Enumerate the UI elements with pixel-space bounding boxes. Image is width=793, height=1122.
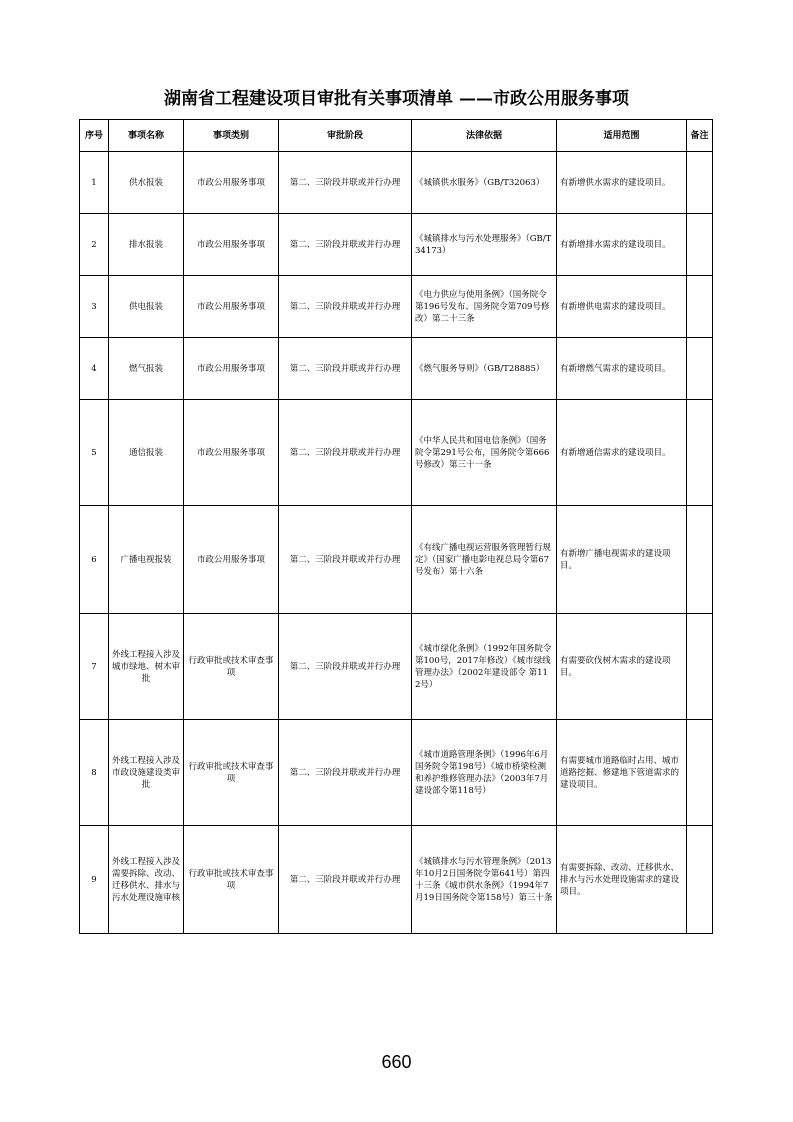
row-note	[687, 720, 713, 826]
header-scope: 适用范围	[557, 120, 687, 152]
table-row	[80, 152, 713, 214]
row-no: 2	[80, 214, 109, 276]
items-table	[79, 119, 713, 934]
row-stage: 第二、三阶段并联或并行办理	[279, 276, 412, 338]
row-scope: 有需要拆除、改动、迁移供水、排水与污水处理设施需求的建设项目。	[557, 826, 687, 934]
row-no: 4	[80, 338, 109, 400]
row-basis: 《城市道路管理条例》（1996年6月国务院令第198号）《城市桥梁检测和养护维修管理办法》（2003年7月建设部令第118号）	[412, 720, 557, 826]
row-basis: 《中华人民共和国电信条例》（国务院令第291号公布，国务院令第666号修改）第三十一条	[412, 400, 557, 506]
row-name: 外线工程接入涉及市政设施建设类审批	[109, 720, 184, 826]
row-category: 市政公用服务事项	[184, 214, 279, 276]
row-name: 供电报装	[109, 276, 184, 338]
row-stage: 第二、三阶段并联或并行办理	[279, 614, 412, 720]
row-scope: 有需要城市道路临时占用、城市道路挖掘、修建地下管道需求的建设项目。	[557, 720, 687, 826]
row-stage: 第二、三阶段并联或并行办理	[279, 338, 412, 400]
row-scope: 有新增燃气需求的建设项目。	[557, 338, 687, 400]
table-row	[80, 506, 713, 614]
table-row	[80, 400, 713, 506]
row-note	[687, 400, 713, 506]
row-name: 外线工程接入涉及城市绿地、树木审批	[109, 614, 184, 720]
row-note	[687, 506, 713, 614]
row-no: 8	[80, 720, 109, 826]
row-note	[687, 338, 713, 400]
row-no: 6	[80, 506, 109, 614]
row-basis: 《电力供应与使用条例》（国务院令第196号发布、国务院令第709号修改）第二十三条	[412, 276, 557, 338]
row-name: 供水报装	[109, 152, 184, 214]
row-stage: 第二、三阶段并联或并行办理	[279, 214, 412, 276]
row-scope: 有需要砍伐树木需求的建设项目。	[557, 614, 687, 720]
header-name: 事项名称	[109, 120, 184, 152]
row-scope: 有新增通信需求的建设项目。	[557, 400, 687, 506]
header-no: 序号	[80, 120, 109, 152]
row-basis: 《城镇排水与污水管理条例》（2013年10月2日国务院令第641号）第四十三条《城市供水条例》（1994年7月19日国务院令第158号）第三十条	[412, 826, 557, 934]
row-basis: 《城镇供水服务》（GB/T32063）	[412, 152, 557, 214]
row-note	[687, 214, 713, 276]
row-stage: 第二、三阶段并联或并行办理	[279, 506, 412, 614]
table-row	[80, 276, 713, 338]
row-name: 燃气报装	[109, 338, 184, 400]
page-title: 湖南省工程建设项目审批有关事项清单 ——市政公用服务事项	[164, 89, 629, 109]
row-category: 市政公用服务事项	[184, 152, 279, 214]
row-category: 行政审批或技术审查事项	[184, 614, 279, 720]
row-name: 外线工程接入涉及需要拆除、改动、迁移供水、排水与污水处理设施审核	[109, 826, 184, 934]
row-basis: 《有线广播电视运营服务管理暂行规定》（国家广播电影电视总局令第67号发布）第十六条	[412, 506, 557, 614]
row-no: 7	[80, 614, 109, 720]
row-note	[687, 276, 713, 338]
header-category: 事项类别	[184, 120, 279, 152]
row-no: 5	[80, 400, 109, 506]
header-note: 备注	[687, 120, 713, 152]
header-stage: 审批阶段	[279, 120, 412, 152]
row-scope: 有新增排水需求的建设项目。	[557, 214, 687, 276]
row-note	[687, 614, 713, 720]
table-row	[80, 614, 713, 720]
row-stage: 第二、三阶段并联或并行办理	[279, 400, 412, 506]
row-note	[687, 826, 713, 934]
table-row	[80, 826, 713, 934]
row-scope: 有新增供水需求的建设项目。	[557, 152, 687, 214]
row-stage: 第二、三阶段并联或并行办理	[279, 720, 412, 826]
row-basis: 《燃气服务导则》（GB/T28885）	[412, 338, 557, 400]
row-stage: 第二、三阶段并联或并行办理	[279, 826, 412, 934]
row-no: 9	[80, 826, 109, 934]
row-category: 市政公用服务事项	[184, 506, 279, 614]
row-scope: 有新增供电需求的建设项目。	[557, 276, 687, 338]
row-name: 广播电视报装	[109, 506, 184, 614]
row-stage: 第二、三阶段并联或并行办理	[279, 152, 412, 214]
row-note	[687, 152, 713, 214]
row-basis: 《城市绿化条例》（1992年国务院令第100号，2017年修改）《城市绿线管理办法》（2002年建设部令 第112号）	[412, 614, 557, 720]
row-category: 行政审批或技术审查事项	[184, 826, 279, 934]
table-row	[80, 214, 713, 276]
table-row	[80, 338, 713, 400]
page-number: 660	[381, 1052, 412, 1072]
row-category: 市政公用服务事项	[184, 338, 279, 400]
table-header-row	[80, 120, 713, 152]
row-name: 通信报装	[109, 400, 184, 506]
row-no: 1	[80, 152, 109, 214]
row-category: 市政公用服务事项	[184, 276, 279, 338]
row-category: 市政公用服务事项	[184, 400, 279, 506]
row-no: 3	[80, 276, 109, 338]
row-basis: 《城镇排水与污水处理服务》（GB/T34173）	[412, 214, 557, 276]
header-basis: 法律依据	[412, 120, 557, 152]
table-row	[80, 720, 713, 826]
row-name: 排水报装	[109, 214, 184, 276]
row-category: 行政审批或技术审查事项	[184, 720, 279, 826]
row-scope: 有新增广播电视需求的建设项目。	[557, 506, 687, 614]
